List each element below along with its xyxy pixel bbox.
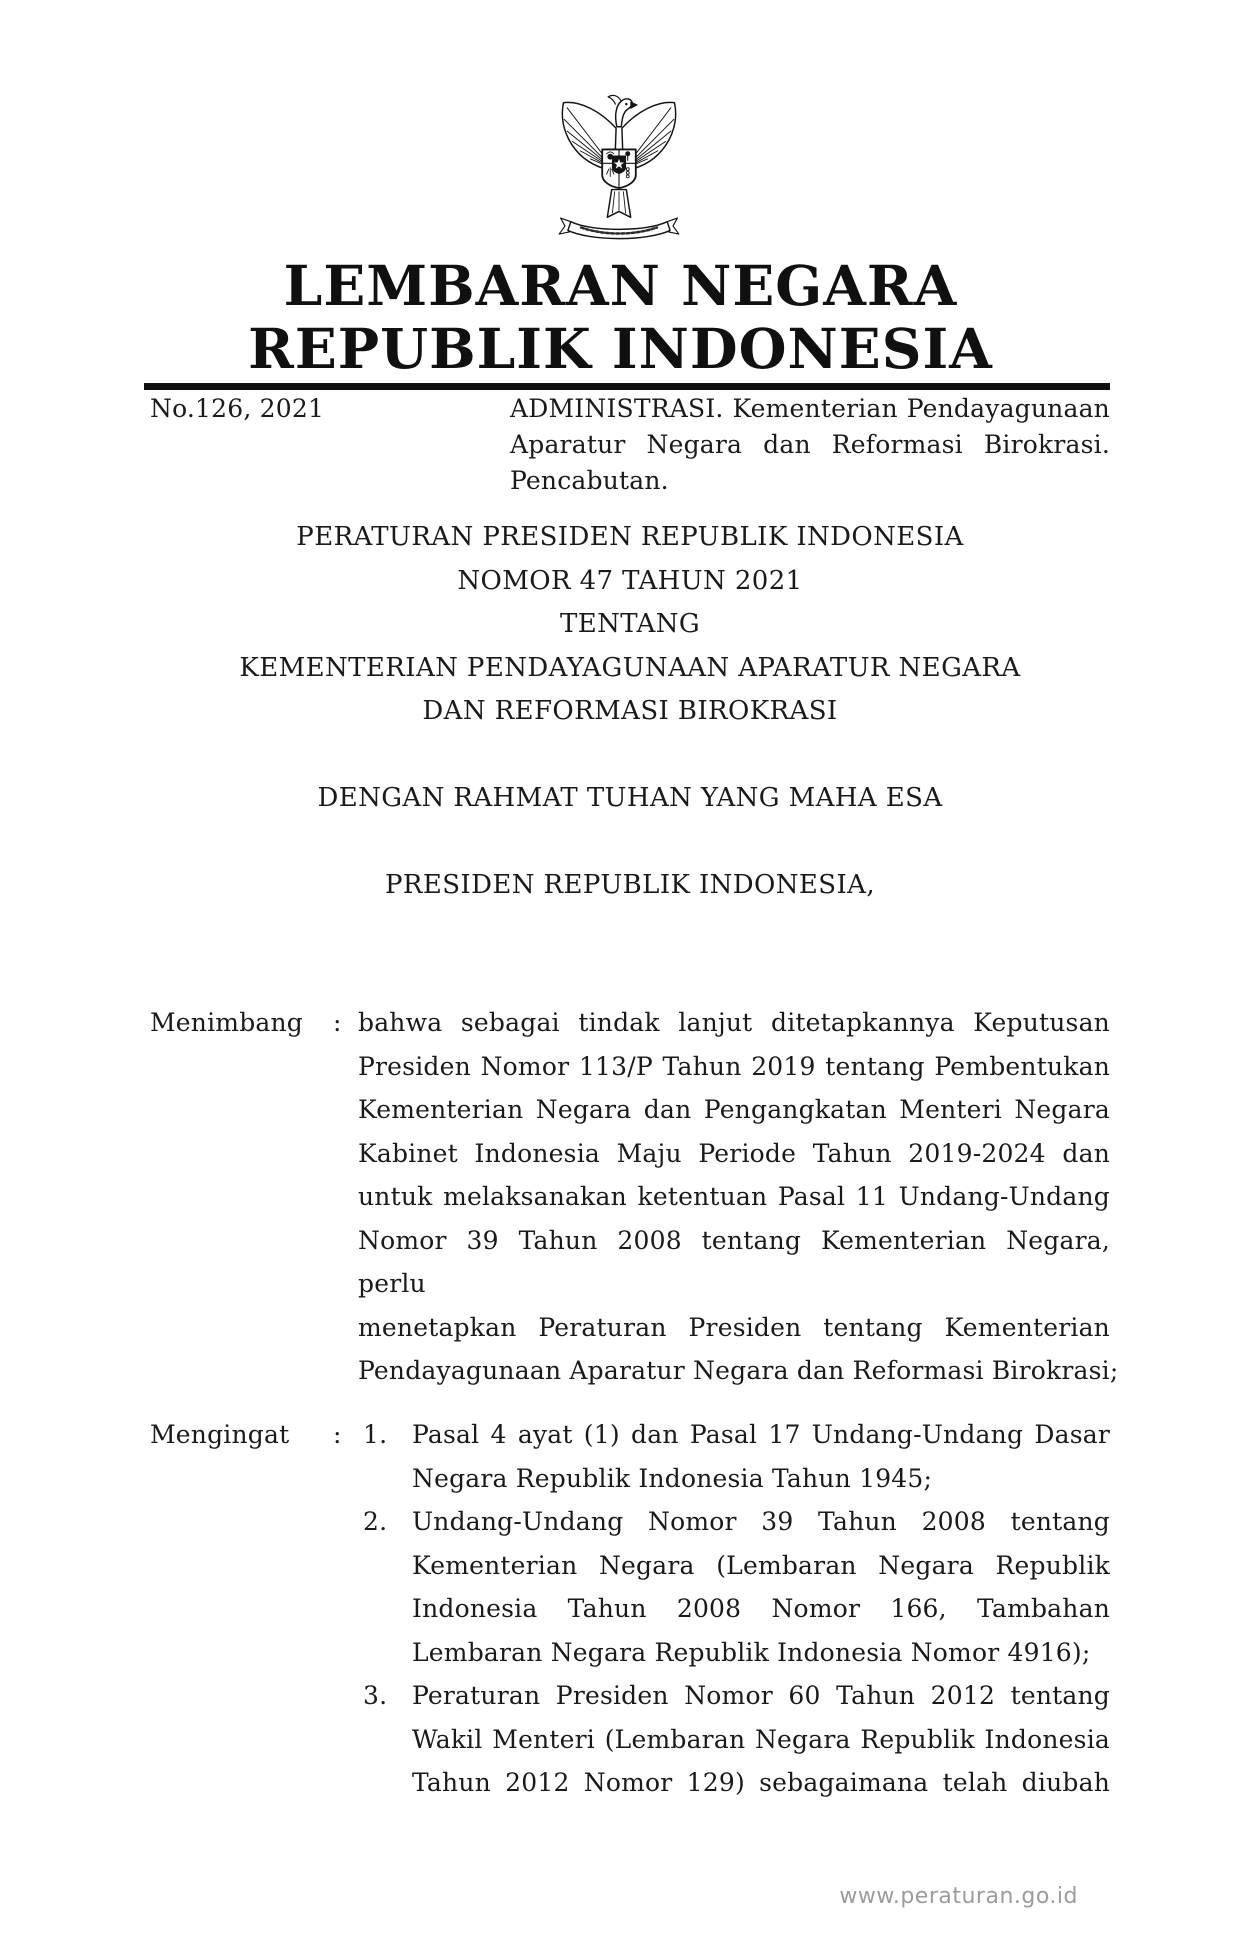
legal-basis-label: Mengingat	[150, 1420, 290, 1449]
text-line: Kementerian Negara dan Pengangkatan Menteri Negara	[358, 1095, 1110, 1124]
considerations-colon: :	[333, 1008, 342, 1037]
considerations-text	[358, 1001, 1119, 1393]
gazette-number: No.126, 2021	[150, 394, 325, 423]
legal-basis-item	[363, 1500, 1110, 1674]
pancasila-shield	[602, 149, 636, 188]
text-line: Pasal 4 ayat (1) dan Pasal 17 Undang-Undang Dasar	[412, 1420, 1110, 1449]
text-line: Wakil Menteri (Lembaran Negara Republik Indonesia	[412, 1724, 1110, 1754]
text-line: Kabinet Indonesia Maju Periode Tahun 2019-2024 dan	[358, 1138, 1110, 1168]
legal-basis-item	[363, 1413, 1110, 1500]
subject-line: Aparatur Negara dan Reformasi Birokrasi.	[510, 430, 1110, 459]
invocation-line: DENGAN RAHMAT TUHAN YANG MAHA ESA	[317, 783, 943, 813]
tail-feathers	[607, 190, 630, 218]
subject-block	[510, 391, 1110, 499]
garuda-pancasila-emblem-icon	[546, 80, 692, 248]
subject-line: Pencabutan.	[510, 466, 669, 495]
item-number: 2.	[363, 1507, 388, 1536]
item-number: 1.	[363, 1420, 388, 1449]
text-line: Nomor 39 Tahun 2008 tentang Kementerian Negara, perlu	[358, 1225, 1110, 1298]
regulation-title-line: DAN REFORMASI BIROKRASI	[422, 696, 838, 726]
regulation-title-line: KEMENTERIAN PENDAYAGUNAAN APARATUR NEGARA	[239, 652, 1021, 683]
item-number: 3.	[363, 1681, 388, 1710]
masthead-title-line2: REPUBLIK INDONESIA	[248, 316, 993, 381]
text-line: Lembaran Negara Republik Indonesia Nomor 4916);	[412, 1637, 1091, 1667]
regulation-title-line: NOMOR 47 TAHUN 2021	[457, 565, 803, 596]
text-line: Presiden Nomor 113/P Tahun 2019 tentang Pembentukan	[358, 1051, 1110, 1081]
footer-watermark: www.peraturan.go.id	[839, 1884, 1078, 1909]
text-line: Indonesia Tahun 2008 Nomor 166, Tambahan	[412, 1594, 1110, 1623]
text-line: Peraturan Presiden Nomor 60 Tahun 2012 tentang	[412, 1681, 1110, 1710]
masthead-title	[0, 254, 1241, 380]
subject-line: ADMINISTRASI. Kementerian Pendayagunaan	[510, 394, 1110, 423]
text-line: Pendayagunaan Aparatur Negara dan Reformasi Birokrasi;	[358, 1356, 1119, 1385]
legal-basis-colon: :	[333, 1420, 342, 1449]
text-line: Kementerian Negara (Lembaran Negara Republik	[412, 1550, 1110, 1580]
regulation-title-line: TENTANG	[559, 609, 701, 639]
considerations-label: Menimbang	[150, 1008, 304, 1037]
regulation-title-line: PERATURAN PRESIDEN REPUBLIK INDONESIA	[296, 522, 964, 552]
text-line: bahwa sebagai tindak lanjut ditetapkannya Keputusan	[358, 1008, 1110, 1037]
legal-basis-item	[363, 1674, 1110, 1805]
motto-ribbon	[559, 218, 679, 239]
text-line: Negara Republik Indonesia Tahun 1945;	[412, 1463, 933, 1493]
masthead-rule	[144, 383, 1110, 390]
text-line: untuk melaksanakan ketentuan Pasal 11 Undang-Undang	[358, 1182, 1110, 1211]
legal-basis-items	[363, 1413, 1110, 1805]
masthead-title-line1: LEMBARAN NEGARA	[283, 253, 958, 318]
issuer-line: PRESIDEN REPUBLIK INDONESIA,	[384, 870, 876, 900]
text-line: Tahun 2012 Nomor 129) sebagaimana telah diubah	[412, 1768, 1110, 1797]
regulation-title	[150, 516, 1110, 734]
text-line: menetapkan Peraturan Presiden tentang Kementerian	[358, 1312, 1110, 1342]
text-line: Undang-Undang Nomor 39 Tahun 2008 tentang	[412, 1507, 1110, 1536]
